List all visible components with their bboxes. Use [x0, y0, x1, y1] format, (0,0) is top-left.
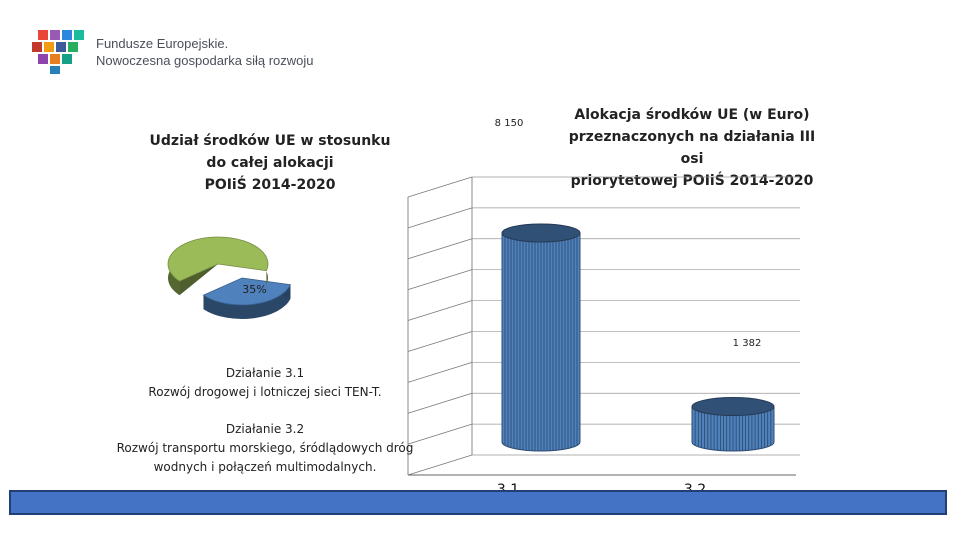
bar-value-label: 1 382	[732, 338, 762, 349]
bar-value-label: 8 150	[494, 118, 524, 129]
bar-title-line: przeznaczonych na działania III osi	[568, 129, 816, 167]
gridline-side	[408, 208, 472, 228]
gridline-side	[408, 270, 472, 290]
legend-item-description: wodnych i połączeń multimodalnych.	[153, 460, 377, 474]
legend-item-description: Rozwój drogowej i lotniczej sieci TEN-T.	[148, 385, 382, 399]
pie-slice-label: 35%	[242, 282, 267, 296]
logo-line-1: Fundusze Europejskie.	[96, 36, 229, 51]
pie-slice	[168, 237, 268, 281]
pie-title-line: Udział środków UE w stosunku	[149, 133, 391, 149]
gridline-side	[408, 301, 472, 321]
legend-item-title: Działanie 3.2	[225, 422, 305, 436]
measures-legend	[95, 364, 435, 495]
bar-title-line: priorytetowej POIiŚ 2014-2020	[570, 173, 814, 189]
legend-item-title: Działanie 3.1	[225, 366, 305, 380]
bar-cylinder-top	[692, 398, 774, 416]
gridline-side	[408, 239, 472, 259]
bar-title-line: Alokacja środków UE (w Euro)	[574, 107, 810, 123]
pie-title-line: do całej alokacji	[206, 155, 334, 171]
legend-item-3-1	[95, 364, 435, 402]
gridline-side	[408, 331, 472, 351]
pie-title-line: POIiŚ 2014-2020	[204, 177, 336, 193]
legend-item-3-2	[95, 420, 435, 477]
bar-cylinder-top	[502, 224, 580, 242]
logo-line-2: Nowoczesna gospodarka siłą rozwoju	[96, 53, 314, 68]
footer-bar	[9, 490, 947, 515]
legend-item-description: Rozwój transportu morskiego, śródlądowych dróg	[116, 441, 414, 455]
gridline-side	[408, 177, 472, 197]
